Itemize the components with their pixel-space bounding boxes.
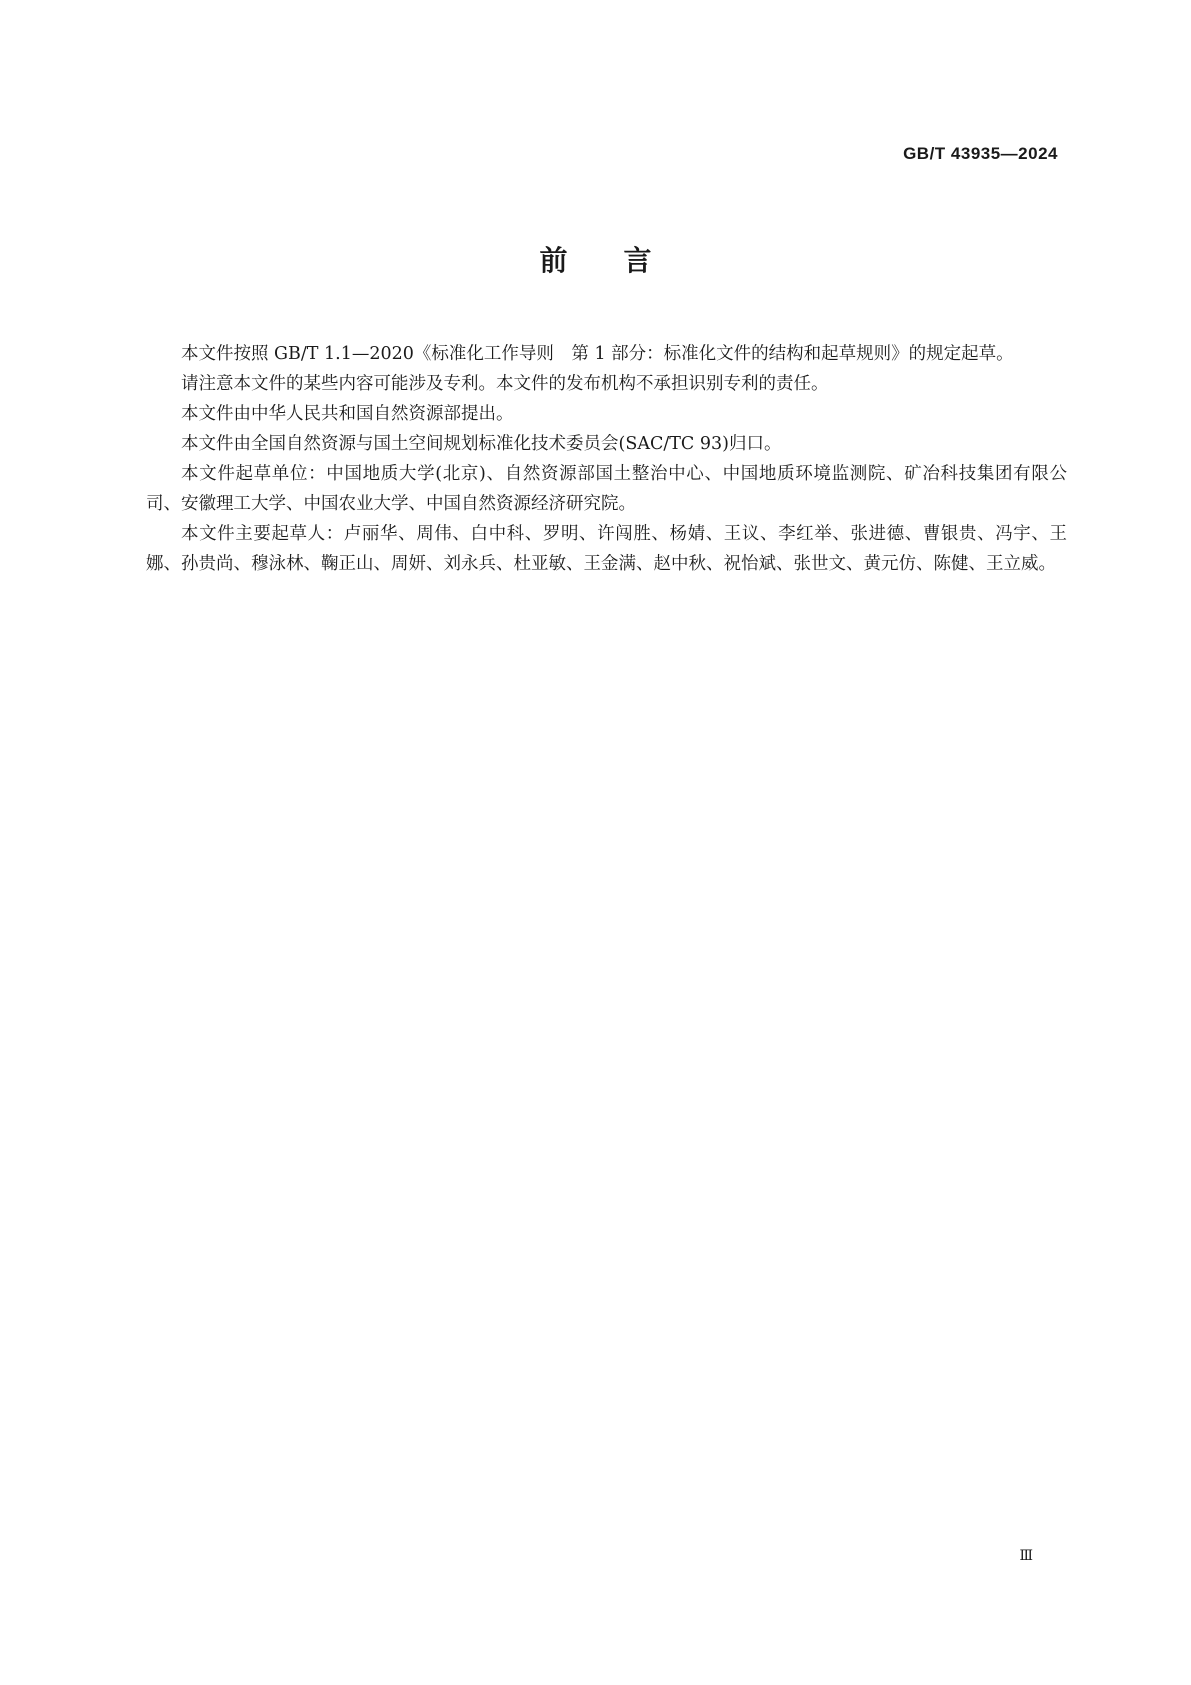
paragraph-drafters: 本文件主要起草人：卢丽华、周伟、白中科、罗明、许闯胜、杨婧、王议、李红举、张进德、曹银贵、冯宇、王娜、孙贵尚、穆泳林、鞠正山、周妍、刘永兵、杜亚敏、王金满、赵中秋、祝怡斌、张世文、黄元仿、陈健、王立威。 xyxy=(146,524,1067,574)
paragraph-committee: 本文件由全国自然资源与国土空间规划标准化技术委员会(SAC/TC 93)归口。 xyxy=(181,434,782,454)
foreword-body xyxy=(146,339,1067,579)
paragraph-drafting-rules: 本文件按照 GB/T 1.1—2020《标准化工作导则 第 1 部分：标准化文件的结构和起草规则》的规定起草。 xyxy=(181,344,1014,364)
standard-number: GB/T 43935—2024 xyxy=(903,144,1058,163)
page-number: Ⅲ xyxy=(1019,1549,1033,1564)
paragraph-proposer: 本文件由中华人民共和国自然资源部提出。 xyxy=(181,404,514,424)
paragraph-drafting-units: 本文件起草单位：中国地质大学(北京)、自然资源部国土整治中心、中国地质环境监测院、矿冶科技集团有限公司、安徽理工大学、中国农业大学、中国自然资源经济研究院。 xyxy=(146,464,1067,514)
paragraph-patent-notice: 请注意本文件的某些内容可能涉及专利。本文件的发布机构不承担识别专利的责任。 xyxy=(181,374,829,394)
page-title: 前言 xyxy=(539,244,708,277)
